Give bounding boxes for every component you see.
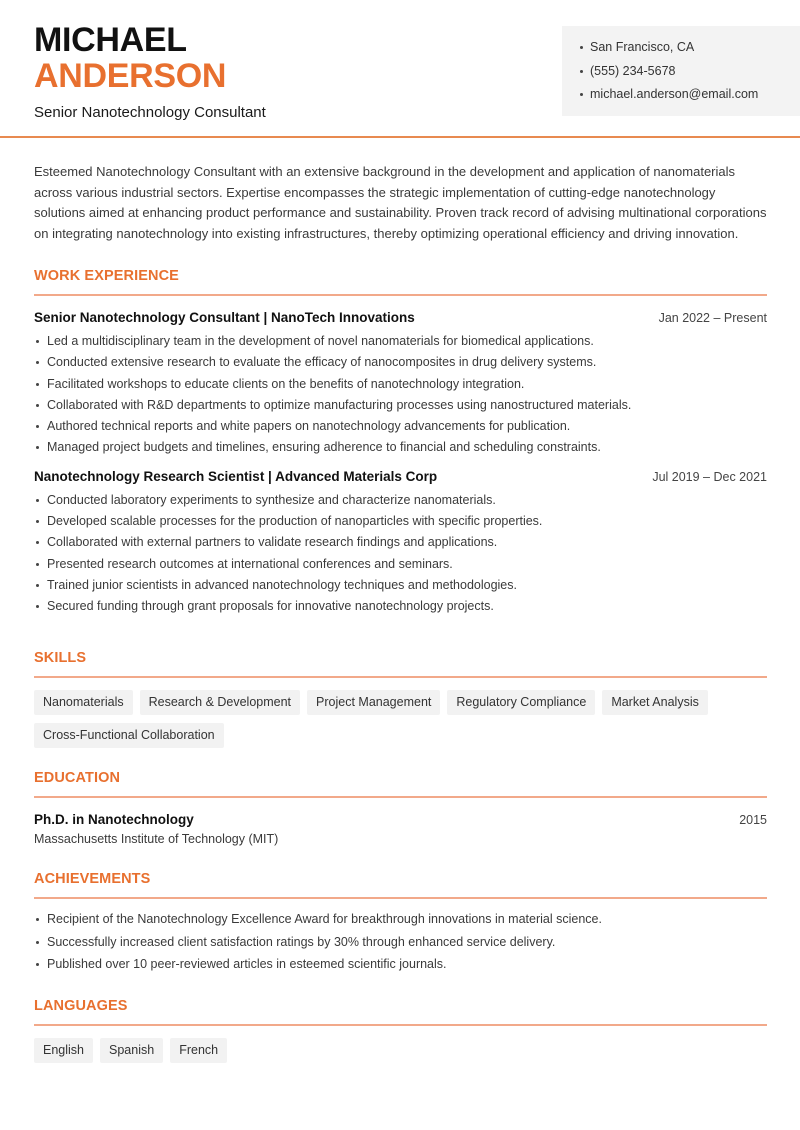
resume-header (0, 0, 800, 138)
section-heading: ACHIEVEMENTS (34, 871, 151, 887)
job-bullet: Presented research outcomes at international conferences and seminars. (34, 555, 767, 576)
language-chip: English (34, 1038, 93, 1063)
job-entry (34, 310, 767, 460)
job-bullet: Conducted extensive research to evaluate the efficacy of nanocomposites in drug delivery systems. (34, 353, 767, 374)
job-date: Jan 2022 – Present (658, 311, 767, 325)
resume-body (34, 162, 767, 244)
job-bullet: Conducted laboratory experiments to synthesize and characterize nanomaterials. (34, 491, 767, 512)
education-school: Massachusetts Institute of Technology (MIT) (34, 832, 279, 846)
achievement-bullet: Successfully increased client satisfaction ratings by 30% through enhanced service delivery. (34, 933, 767, 956)
job-bullet: Managed project budgets and timelines, ensuring adherence to financial and scheduling constraints. (34, 438, 767, 459)
summary: Esteemed Nanotechnology Consultant with an extensive background in the development and application of nanomaterials across various industrial sectors. Expertise encompasses the strategic implementation of cutting-edge nanotechnology solutions aimed at enhancing product performance and sustainability. Proven track record of advising multinational corporations on integrating nanotechnology into existing infrastructures, thereby optimizing operational efficiency and driving innovation. (34, 164, 767, 241)
job-bullet: Led a multidisciplinary team in the development of novel nanomaterials for biomedical applications. (34, 332, 767, 353)
section-heading: EDUCATION (34, 770, 121, 786)
section-divider (34, 676, 767, 678)
job-date: Jul 2019 – Dec 2021 (652, 469, 767, 484)
skill-chip: Nanomaterials (34, 690, 133, 715)
skills-list (34, 690, 767, 748)
work-experience-section (34, 268, 767, 619)
job-bullet: Facilitated workshops to educate clients on the benefits of nanotechnology integration. (34, 375, 767, 396)
job-bullet: Collaborated with external partners to validate research findings and applications. (34, 533, 767, 554)
section-heading: WORK EXPERIENCE (34, 268, 179, 284)
section-divider (34, 796, 767, 798)
contact-phone: (555) 234-5678 (580, 62, 800, 86)
skill-chip: Regulatory Compliance (447, 690, 595, 715)
section-divider (34, 294, 767, 296)
name-block (34, 22, 266, 121)
education-year: 2015 (739, 813, 767, 827)
education-entry (34, 812, 767, 846)
skill-chip: Research & Development (140, 690, 300, 715)
achievement-bullet: Published over 10 peer-reviewed articles in esteemed scientific journals. (34, 955, 767, 978)
skills-section (34, 650, 767, 748)
education-degree: Ph.D. in Nanotechnology (34, 812, 194, 827)
achievement-bullet: Recipient of the Nanotechnology Excellence Award for breakthrough innovations in material science. (34, 910, 767, 933)
job-bullet: Authored technical reports and white papers on nanotechnology advancements for publication. (34, 417, 767, 438)
contact-email[interactable]: michael.anderson@email.com (580, 85, 800, 109)
languages-list (34, 1038, 767, 1063)
skill-chip: Project Management (307, 690, 440, 715)
language-chip: French (170, 1038, 227, 1063)
job-bullet: Secured funding through grant proposals for innovative nanotechnology projects. (34, 597, 767, 618)
first-name: MICHAEL (34, 21, 187, 59)
education-section (34, 770, 767, 846)
skill-chip: Market Analysis (602, 690, 708, 715)
job-title: Nanotechnology Research Scientist | Advanced Materials Corp (34, 468, 438, 484)
job-bullet: Developed scalable processes for the production of nanoparticles with specific properties. (34, 512, 767, 533)
job-bullet: Collaborated with R&D departments to optimize manufacturing processes using nanostructured materials. (34, 396, 767, 417)
section-heading: LANGUAGES (34, 998, 128, 1014)
job-title-headline: Senior Nanotechnology Consultant (34, 104, 266, 121)
languages-section (34, 998, 767, 1063)
contact-location: San Francisco, CA (580, 38, 800, 62)
last-name: ANDERSON (34, 57, 227, 95)
section-divider (34, 897, 767, 899)
section-heading: SKILLS (34, 650, 87, 666)
job-entry (34, 469, 767, 619)
section-divider (34, 1024, 767, 1026)
job-title: Senior Nanotechnology Consultant | NanoTech Innovations (34, 310, 415, 325)
achievements-section (34, 871, 767, 978)
language-chip: Spanish (100, 1038, 163, 1063)
contact-box (562, 26, 800, 116)
job-bullet: Trained junior scientists in advanced nanotechnology techniques and methodologies. (34, 576, 767, 597)
skill-chip: Cross-Functional Collaboration (34, 723, 224, 748)
